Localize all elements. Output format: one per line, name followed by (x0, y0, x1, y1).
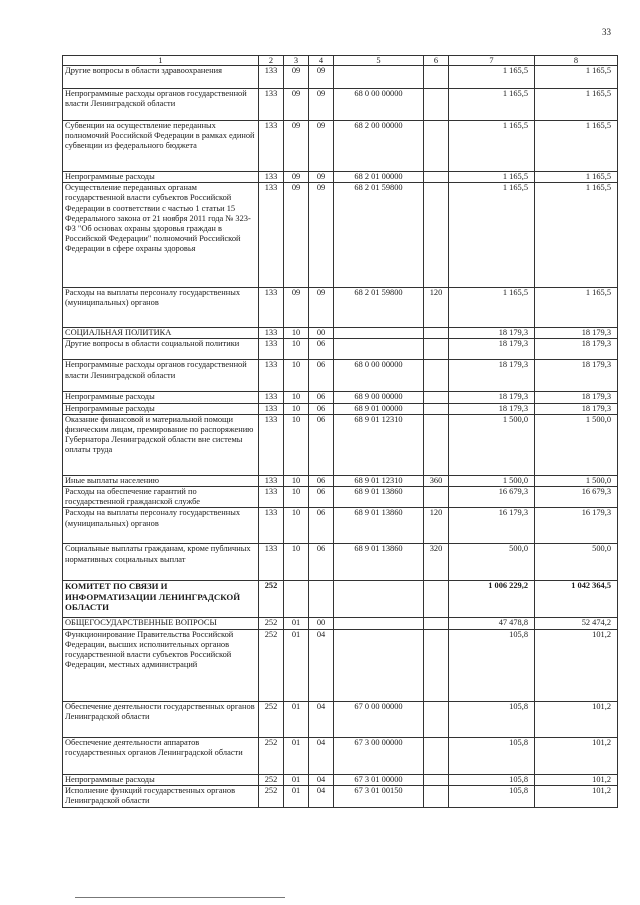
row-name-cell: Обеспечение деятельности аппаратов государственных органов Ленинградской области (63, 737, 259, 774)
subsection-cell: 06 (309, 403, 334, 414)
ministry-code-cell: 133 (259, 183, 284, 288)
table-row (63, 288, 618, 328)
amount-year2-cell: 101,2 (535, 629, 618, 701)
target-article-cell: 68 2 01 59800 (334, 288, 424, 328)
subsection-cell (309, 581, 334, 618)
target-article-cell: 67 0 00 00000 (334, 701, 424, 737)
ministry-code-cell: 133 (259, 121, 284, 172)
amount-year2-cell: 1 042 364,5 (535, 581, 618, 618)
amount-year1-cell: 105,8 (449, 774, 535, 785)
subsection-cell: 06 (309, 360, 334, 392)
table-row (63, 328, 618, 339)
amount-year1-cell: 18 179,3 (449, 360, 535, 392)
target-article-cell (334, 328, 424, 339)
table-row (63, 544, 618, 581)
expense-type-cell (424, 66, 449, 89)
ministry-code-cell: 133 (259, 89, 284, 121)
expense-type-cell (424, 629, 449, 701)
section-cell: 10 (284, 403, 309, 414)
amount-year2-cell: 500,0 (535, 544, 618, 581)
subsection-cell: 09 (309, 66, 334, 89)
expense-type-cell (424, 360, 449, 392)
expense-type-cell (424, 487, 449, 508)
amount-year2-cell: 1 165,5 (535, 183, 618, 288)
table-row (63, 774, 618, 785)
expense-type-cell (424, 403, 449, 414)
amount-year1-cell: 16 679,3 (449, 487, 535, 508)
table-row (63, 121, 618, 172)
expense-type-cell (424, 701, 449, 737)
subsection-cell: 00 (309, 618, 334, 629)
expense-type-cell: 360 (424, 475, 449, 486)
amount-year2-cell: 1 165,5 (535, 89, 618, 121)
amount-year2-cell: 1 165,5 (535, 288, 618, 328)
table-row (63, 414, 618, 475)
section-cell: 10 (284, 360, 309, 392)
row-name-cell: Расходы на выплаты персоналу государственных (муниципальных) органов (63, 508, 259, 544)
amount-year2-cell: 18 179,3 (535, 339, 618, 360)
section-cell: 09 (284, 183, 309, 288)
section-cell: 10 (284, 508, 309, 544)
table-row (63, 183, 618, 288)
row-name-cell: Иные выплаты населению (63, 475, 259, 486)
amount-year1-cell: 1 165,5 (449, 172, 535, 183)
target-article-cell: 68 0 00 00000 (334, 360, 424, 392)
target-article-cell (334, 618, 424, 629)
column-number-header: 6 (424, 56, 449, 66)
row-name-cell: СОЦИАЛЬНАЯ ПОЛИТИКА (63, 328, 259, 339)
section-cell: 10 (284, 392, 309, 403)
amount-year1-cell: 1 500,0 (449, 414, 535, 475)
subsection-cell: 04 (309, 629, 334, 701)
subsection-cell: 06 (309, 339, 334, 360)
amount-year1-cell: 105,8 (449, 629, 535, 701)
target-article-cell (334, 66, 424, 89)
ministry-code-cell: 133 (259, 360, 284, 392)
amount-year2-cell: 18 179,3 (535, 403, 618, 414)
subsection-cell: 04 (309, 785, 334, 807)
row-name-cell: Расходы на выплаты персоналу государственных (муниципальных) органов (63, 288, 259, 328)
ministry-code-cell: 133 (259, 475, 284, 486)
amount-year1-cell: 1 165,5 (449, 183, 535, 288)
footer-line (75, 897, 285, 898)
target-article-cell: 68 9 01 00000 (334, 403, 424, 414)
section-cell: 09 (284, 89, 309, 121)
column-number-header: 5 (334, 56, 424, 66)
row-name-cell: Другие вопросы в области здравоохранения (63, 66, 259, 89)
expense-type-cell (424, 774, 449, 785)
expense-type-cell: 320 (424, 544, 449, 581)
section-cell: 09 (284, 172, 309, 183)
section-cell: 10 (284, 475, 309, 486)
amount-year2-cell: 101,2 (535, 701, 618, 737)
column-number-header: 8 (535, 56, 618, 66)
amount-year2-cell: 101,2 (535, 785, 618, 807)
subsection-cell: 09 (309, 121, 334, 172)
amount-year1-cell: 1 006 229,2 (449, 581, 535, 618)
amount-year2-cell: 1 165,5 (535, 121, 618, 172)
row-name-cell: Исполнение функций государственных органов Ленинградской области (63, 785, 259, 807)
target-article-cell: 68 9 01 13860 (334, 487, 424, 508)
amount-year2-cell: 101,2 (535, 774, 618, 785)
table-row (63, 487, 618, 508)
table-row (63, 618, 618, 629)
expense-type-cell: 120 (424, 288, 449, 328)
ministry-code-cell: 252 (259, 785, 284, 807)
expense-type-cell (424, 581, 449, 618)
amount-year1-cell: 1 165,5 (449, 66, 535, 89)
amount-year2-cell: 18 179,3 (535, 328, 618, 339)
target-article-cell: 68 2 01 59800 (334, 183, 424, 288)
expense-type-cell (424, 414, 449, 475)
amount-year1-cell: 105,8 (449, 785, 535, 807)
subsection-cell: 06 (309, 544, 334, 581)
subsection-cell: 04 (309, 701, 334, 737)
ministry-code-cell: 133 (259, 328, 284, 339)
row-name-cell: КОМИТЕТ ПО СВЯЗИ И ИНФОРМАТИЗАЦИИ ЛЕНИНГРАДСКОЙ ОБЛАСТИ (63, 581, 259, 618)
target-article-cell: 68 9 01 12310 (334, 475, 424, 486)
table-row (63, 360, 618, 392)
table-row (63, 403, 618, 414)
ministry-code-cell: 252 (259, 774, 284, 785)
amount-year1-cell: 47 478,8 (449, 618, 535, 629)
table-row (63, 629, 618, 701)
amount-year1-cell: 500,0 (449, 544, 535, 581)
expense-type-cell (424, 392, 449, 403)
target-article-cell: 67 3 01 00000 (334, 774, 424, 785)
target-article-cell: 68 9 01 12310 (334, 414, 424, 475)
target-article-cell: 68 9 00 00000 (334, 392, 424, 403)
table-row (63, 737, 618, 774)
row-name-cell: Непрограммные расходы (63, 403, 259, 414)
expense-type-cell (424, 89, 449, 121)
subsection-cell: 04 (309, 774, 334, 785)
row-name-cell: Непрограммные расходы (63, 172, 259, 183)
row-name-cell: ОБЩЕГОСУДАРСТВЕННЫЕ ВОПРОСЫ (63, 618, 259, 629)
column-number-header: 1 (63, 56, 259, 66)
row-name-cell: Функционирование Правительства Российской Федерации, высших исполнительных органов государственной власти субъектов Российской Федерации, местных администраций (63, 629, 259, 701)
section-cell: 10 (284, 487, 309, 508)
subsection-cell: 00 (309, 328, 334, 339)
subsection-cell: 09 (309, 183, 334, 288)
amount-year1-cell: 105,8 (449, 701, 535, 737)
table-row (63, 701, 618, 737)
amount-year2-cell: 52 474,2 (535, 618, 618, 629)
section-cell: 01 (284, 701, 309, 737)
amount-year1-cell: 1 165,5 (449, 121, 535, 172)
target-article-cell: 67 3 00 00000 (334, 737, 424, 774)
amount-year1-cell: 18 179,3 (449, 328, 535, 339)
subsection-cell: 06 (309, 392, 334, 403)
table-row (63, 581, 618, 618)
row-name-cell: Непрограммные расходы органов государственной власти Ленинградской области (63, 360, 259, 392)
subsection-cell: 04 (309, 737, 334, 774)
row-name-cell: Непрограммные расходы органов государственной власти Ленинградской области (63, 89, 259, 121)
ministry-code-cell: 133 (259, 403, 284, 414)
target-article-cell: 68 2 00 00000 (334, 121, 424, 172)
amount-year1-cell: 16 179,3 (449, 508, 535, 544)
expense-type-cell: 120 (424, 508, 449, 544)
row-name-cell: Другие вопросы в области социальной политики (63, 339, 259, 360)
amount-year1-cell: 1 165,5 (449, 288, 535, 328)
amount-year2-cell: 18 179,3 (535, 392, 618, 403)
amount-year1-cell: 18 179,3 (449, 339, 535, 360)
target-article-cell: 67 3 01 00150 (334, 785, 424, 807)
row-name-cell: Расходы на обеспечение гарантий по государственной гражданской службе (63, 487, 259, 508)
section-cell: 01 (284, 618, 309, 629)
target-article-cell: 68 9 01 13860 (334, 544, 424, 581)
target-article-cell (334, 629, 424, 701)
amount-year1-cell: 18 179,3 (449, 403, 535, 414)
ministry-code-cell: 252 (259, 618, 284, 629)
target-article-cell: 68 9 01 13860 (334, 508, 424, 544)
section-cell: 10 (284, 339, 309, 360)
table-row (63, 475, 618, 486)
expense-type-cell (424, 121, 449, 172)
expense-type-cell (424, 785, 449, 807)
ministry-code-cell: 252 (259, 737, 284, 774)
row-name-cell: Социальные выплаты гражданам, кроме публичных нормативных социальных выплат (63, 544, 259, 581)
target-article-cell (334, 581, 424, 618)
row-name-cell: Осуществление переданных органам государственной власти субъектов Российской Федерации в соответствии с частью 1 статьи 15 Федерального закона от 21 ноября 2011 года № 323-ФЗ "Об основах охраны здоровья граждан в Российской Федерации" полномочий Российской Федерации в сфере охраны здоровья (63, 183, 259, 288)
section-cell: 01 (284, 737, 309, 774)
amount-year1-cell: 105,8 (449, 737, 535, 774)
table-row (63, 785, 618, 807)
expense-type-cell (424, 618, 449, 629)
column-number-header: 7 (449, 56, 535, 66)
row-name-cell: Оказание финансовой и материальной помощи физическим лицам, премирование по распоряжению Губернатора Ленинградской области вне системы оплаты труда (63, 414, 259, 475)
table-row (63, 508, 618, 544)
section-cell: 10 (284, 328, 309, 339)
ministry-code-cell: 133 (259, 288, 284, 328)
ministry-code-cell: 133 (259, 339, 284, 360)
column-number-header: 3 (284, 56, 309, 66)
subsection-cell: 06 (309, 508, 334, 544)
budget-table (62, 55, 618, 808)
expense-type-cell (424, 183, 449, 288)
ministry-code-cell: 133 (259, 508, 284, 544)
subsection-cell: 09 (309, 89, 334, 121)
amount-year2-cell: 1 500,0 (535, 414, 618, 475)
amount-year1-cell: 1 165,5 (449, 89, 535, 121)
table-row (63, 392, 618, 403)
table-row (63, 172, 618, 183)
ministry-code-cell: 133 (259, 66, 284, 89)
row-name-cell: Субвенции на осуществление переданных полномочий Российской Федерации в рамках единой субвенции из федерального бюджета (63, 121, 259, 172)
subsection-cell: 06 (309, 475, 334, 486)
table-row (63, 339, 618, 360)
expense-type-cell (424, 172, 449, 183)
column-number-header: 4 (309, 56, 334, 66)
expense-type-cell (424, 339, 449, 360)
table-row (63, 66, 618, 89)
subsection-cell: 09 (309, 288, 334, 328)
column-number-header: 2 (259, 56, 284, 66)
section-cell: 09 (284, 66, 309, 89)
amount-year2-cell: 1 500,0 (535, 475, 618, 486)
subsection-cell: 09 (309, 172, 334, 183)
expense-type-cell (424, 328, 449, 339)
target-article-cell (334, 339, 424, 360)
amount-year2-cell: 16 679,3 (535, 487, 618, 508)
table-row (63, 89, 618, 121)
ministry-code-cell: 133 (259, 392, 284, 403)
section-cell: 01 (284, 629, 309, 701)
ministry-code-cell: 252 (259, 701, 284, 737)
ministry-code-cell: 252 (259, 629, 284, 701)
amount-year2-cell: 101,2 (535, 737, 618, 774)
section-cell: 10 (284, 414, 309, 475)
section-cell (284, 581, 309, 618)
table-header-row (63, 56, 618, 66)
section-cell: 09 (284, 121, 309, 172)
section-cell: 10 (284, 544, 309, 581)
subsection-cell: 06 (309, 487, 334, 508)
amount-year2-cell: 16 179,3 (535, 508, 618, 544)
ministry-code-cell: 133 (259, 487, 284, 508)
amount-year1-cell: 18 179,3 (449, 392, 535, 403)
row-name-cell: Непрограммные расходы (63, 774, 259, 785)
target-article-cell: 68 0 00 00000 (334, 89, 424, 121)
amount-year2-cell: 18 179,3 (535, 360, 618, 392)
amount-year2-cell: 1 165,5 (535, 172, 618, 183)
ministry-code-cell: 133 (259, 414, 284, 475)
section-cell: 09 (284, 288, 309, 328)
section-cell: 01 (284, 785, 309, 807)
amount-year2-cell: 1 165,5 (535, 66, 618, 89)
ministry-code-cell: 252 (259, 581, 284, 618)
subsection-cell: 06 (309, 414, 334, 475)
expense-type-cell (424, 737, 449, 774)
section-cell: 01 (284, 774, 309, 785)
ministry-code-cell: 133 (259, 544, 284, 581)
row-name-cell: Обеспечение деятельности государственных органов Ленинградской области (63, 701, 259, 737)
row-name-cell: Непрограммные расходы (63, 392, 259, 403)
ministry-code-cell: 133 (259, 172, 284, 183)
amount-year1-cell: 1 500,0 (449, 475, 535, 486)
target-article-cell: 68 2 01 00000 (334, 172, 424, 183)
page-number: 33 (602, 27, 611, 37)
